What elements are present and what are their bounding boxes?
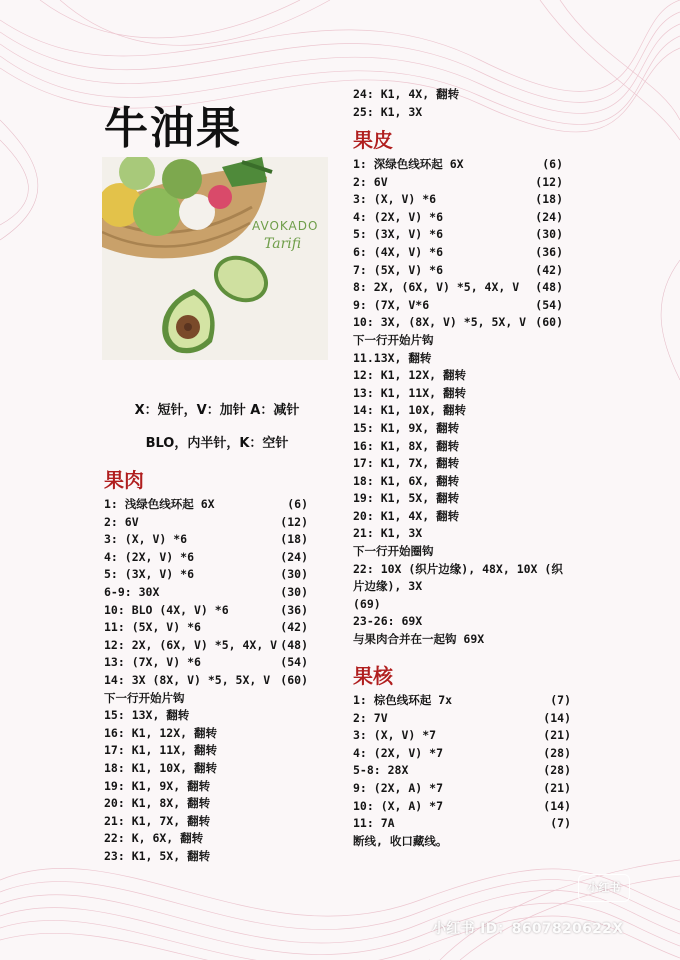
stitch-count: (36) bbox=[535, 244, 563, 259]
watermark-logo: 小红书 bbox=[578, 874, 630, 902]
step-row bbox=[104, 549, 308, 567]
step-text: 2: 6V bbox=[104, 514, 139, 529]
step-row bbox=[353, 613, 563, 631]
stitch-count: (28) bbox=[543, 763, 571, 778]
step-text: 片边缘), 3X bbox=[353, 579, 423, 594]
stitch-count: (60) bbox=[535, 315, 563, 330]
step-row bbox=[353, 543, 563, 561]
step-row bbox=[353, 174, 563, 192]
step-text: 1: 深绿色线环起 6X bbox=[353, 157, 464, 171]
step-row bbox=[353, 438, 563, 456]
step-row bbox=[353, 798, 571, 816]
step-row bbox=[104, 778, 308, 796]
step-text: 断线, 收口藏线。 bbox=[353, 833, 448, 848]
stitch-count: (24) bbox=[280, 549, 308, 564]
flesh-continued-list bbox=[353, 86, 563, 121]
legend-line-2: BLO，内半针，K：空针 bbox=[145, 436, 289, 451]
step-row bbox=[104, 795, 308, 813]
step-text: 13: (7X, V) *6 bbox=[104, 655, 201, 670]
step-text: 12: 2X, (6X, V) *5, 4X, V bbox=[104, 637, 278, 652]
step-row bbox=[353, 710, 571, 728]
step-text: 5: (3X, V) *6 bbox=[104, 567, 195, 582]
step-text: 25: K1, 3X bbox=[353, 104, 423, 119]
step-row bbox=[104, 514, 308, 532]
step-text: 11: (5X, V) *6 bbox=[104, 620, 201, 635]
step-row bbox=[104, 584, 308, 602]
stitch-count: (42) bbox=[535, 262, 563, 277]
stitch-count: (18) bbox=[280, 532, 308, 547]
step-text: 22: K, 6X, 翻转 bbox=[104, 831, 204, 846]
step-text: 21: K1, 3X bbox=[353, 526, 423, 541]
stitch-count: (42) bbox=[280, 620, 308, 635]
step-text: 23-26: 69X bbox=[353, 614, 423, 629]
step-text: 4: (2X, V) *6 bbox=[104, 549, 195, 564]
stitch-count: (6) bbox=[542, 157, 563, 171]
stitch-count: (60) bbox=[280, 672, 308, 687]
step-row bbox=[353, 833, 571, 851]
step-text: 下一行开始片钩 bbox=[353, 332, 434, 347]
section-heading-pit: 果核 bbox=[353, 664, 393, 688]
stitch-count: (54) bbox=[280, 655, 308, 670]
step-text: 3: (X, V) *6 bbox=[353, 192, 437, 207]
step-text: 16: K1, 8X, 翻转 bbox=[353, 438, 460, 453]
step-row bbox=[353, 332, 563, 350]
step-row bbox=[353, 209, 563, 227]
step-text: 21: K1, 7X, 翻转 bbox=[104, 813, 211, 828]
stitch-count: (54) bbox=[535, 297, 563, 312]
step-row bbox=[353, 385, 563, 403]
section-heading-skin: 果皮 bbox=[353, 128, 393, 152]
step-row bbox=[353, 745, 571, 763]
step-row bbox=[104, 637, 308, 655]
step-text: 15: 13X, 翻转 bbox=[104, 708, 190, 723]
stitch-count: (12) bbox=[535, 174, 563, 189]
step-row bbox=[353, 727, 571, 745]
step-row bbox=[104, 725, 308, 743]
step-text: 下一行开始片钩 bbox=[104, 690, 185, 705]
stitch-count: (48) bbox=[280, 637, 308, 652]
step-row bbox=[104, 690, 308, 708]
step-text: 3: (X, V) *7 bbox=[353, 728, 437, 743]
step-text: 5: (3X, V) *6 bbox=[353, 227, 444, 242]
photo-brand-text: AVOKADO bbox=[252, 219, 319, 233]
step-text: 4: (2X, V) *6 bbox=[353, 209, 444, 224]
step-row bbox=[353, 314, 563, 332]
step-text: 12: K1, 12X, 翻转 bbox=[353, 368, 467, 383]
step-row bbox=[353, 596, 563, 614]
step-row bbox=[104, 654, 308, 672]
step-text: 14: 3X (8X, V) *5, 5X, V bbox=[104, 672, 271, 687]
stitch-count: (12) bbox=[280, 514, 308, 529]
step-row bbox=[104, 813, 308, 831]
step-row bbox=[104, 760, 308, 778]
step-text: 20: K1, 4X, 翻转 bbox=[353, 508, 460, 523]
stitch-count: (30) bbox=[280, 584, 308, 599]
step-row bbox=[104, 619, 308, 637]
step-row bbox=[353, 86, 563, 104]
step-row bbox=[353, 525, 563, 543]
stitch-count: (18) bbox=[535, 192, 563, 207]
step-row bbox=[104, 707, 308, 725]
step-row bbox=[353, 279, 563, 297]
step-text: 下一行开始圈钩 bbox=[353, 544, 434, 559]
stitch-count: (7) bbox=[550, 693, 571, 707]
step-text: 3: (X, V) *6 bbox=[104, 532, 188, 547]
step-row bbox=[104, 496, 308, 514]
step-row bbox=[353, 455, 563, 473]
step-row bbox=[353, 762, 571, 780]
step-row bbox=[104, 566, 308, 584]
step-text: 11: 7A bbox=[353, 816, 395, 831]
section-heading-flesh: 果肉 bbox=[104, 468, 144, 492]
stitch-count: (28) bbox=[543, 745, 571, 760]
step-row bbox=[353, 156, 563, 174]
step-text: 6-9: 30X bbox=[104, 584, 160, 599]
step-text: 与果肉合并在一起钩 69X bbox=[353, 632, 485, 647]
step-text: 2: 6V bbox=[353, 174, 388, 189]
stitch-count: (14) bbox=[543, 798, 571, 813]
step-row bbox=[353, 262, 563, 280]
step-row bbox=[104, 742, 308, 760]
stitch-count: (21) bbox=[543, 780, 571, 795]
pit-steps-list bbox=[353, 692, 571, 850]
step-row bbox=[353, 561, 563, 579]
step-row bbox=[353, 631, 563, 649]
step-row bbox=[353, 420, 563, 438]
step-row bbox=[353, 244, 563, 262]
step-text: 2: 7V bbox=[353, 710, 388, 725]
stitch-count: (48) bbox=[535, 280, 563, 295]
step-text: 17: K1, 7X, 翻转 bbox=[353, 456, 460, 471]
step-row bbox=[353, 780, 571, 798]
step-text: 18: K1, 6X, 翻转 bbox=[353, 473, 460, 488]
stitch-count: (7) bbox=[550, 816, 571, 831]
step-text: 10: 3X, (8X, V) *5, 5X, V bbox=[353, 315, 527, 330]
step-text: 24: K1, 4X, 翻转 bbox=[353, 87, 460, 101]
step-text: 14: K1, 10X, 翻转 bbox=[353, 403, 467, 418]
step-row bbox=[353, 226, 563, 244]
step-row bbox=[353, 191, 563, 209]
step-text: 13: K1, 11X, 翻转 bbox=[353, 385, 467, 400]
step-text: 9: (7X, V*6 bbox=[353, 297, 430, 312]
step-text: 11.13X, 翻转 bbox=[353, 350, 432, 365]
step-row bbox=[353, 104, 563, 122]
legend-line-1: X：短针，V：加针 A：减针 bbox=[134, 403, 300, 418]
stitch-count: (36) bbox=[280, 602, 308, 617]
step-row bbox=[353, 402, 563, 420]
step-row bbox=[104, 830, 308, 848]
step-text: 7: (5X, V) *6 bbox=[353, 262, 444, 277]
flesh-steps-list bbox=[104, 496, 308, 865]
avocado-photo bbox=[102, 157, 328, 360]
stitch-count: (30) bbox=[535, 227, 563, 242]
step-text: 10: BLO (4X, V) *6 bbox=[104, 602, 229, 617]
step-text: 18: K1, 10X, 翻转 bbox=[104, 760, 218, 775]
step-text: 5-8: 28X bbox=[353, 763, 409, 778]
step-row bbox=[104, 672, 308, 690]
step-text: (69) bbox=[353, 596, 381, 611]
step-text: 16: K1, 12X, 翻转 bbox=[104, 725, 218, 740]
step-text: 1: 浅绿色线环起 6X bbox=[104, 497, 215, 511]
step-text: 8: 2X, (6X, V) *5, 4X, V bbox=[353, 280, 520, 295]
step-row bbox=[353, 815, 571, 833]
step-text: 6: (4X, V) *6 bbox=[353, 244, 444, 259]
stitch-count: (6) bbox=[287, 497, 308, 511]
step-row bbox=[353, 350, 563, 368]
step-text: 23: K1, 5X, 翻转 bbox=[104, 848, 211, 863]
stitch-count: (14) bbox=[543, 710, 571, 725]
step-text: 15: K1, 9X, 翻转 bbox=[353, 420, 460, 435]
step-row bbox=[353, 473, 563, 491]
step-text: 20: K1, 8X, 翻转 bbox=[104, 796, 211, 811]
step-row bbox=[353, 508, 563, 526]
step-text: 1: 棕色线环起 7x bbox=[353, 693, 453, 707]
step-row bbox=[353, 297, 563, 315]
step-row bbox=[104, 531, 308, 549]
stitch-count: (24) bbox=[535, 209, 563, 224]
step-text: 10: (X, A) *7 bbox=[353, 798, 444, 813]
step-row bbox=[104, 848, 308, 866]
step-text: 19: K1, 5X, 翻转 bbox=[353, 491, 460, 506]
step-row bbox=[104, 602, 308, 620]
stitch-count: (30) bbox=[280, 567, 308, 582]
step-row bbox=[353, 490, 563, 508]
step-row bbox=[353, 692, 571, 710]
watermark-id: 小红书 ID：8607820622X bbox=[432, 921, 624, 937]
step-row bbox=[353, 367, 563, 385]
step-text: 9: (2X, A) *7 bbox=[353, 780, 444, 795]
step-text: 19: K1, 9X, 翻转 bbox=[104, 778, 211, 793]
step-text: 22: 10X (织片边缘), 48X, 10X (织 bbox=[353, 561, 563, 576]
page-title: 牛油果 bbox=[104, 103, 242, 154]
step-text: 17: K1, 11X, 翻转 bbox=[104, 743, 218, 758]
skin-steps-list bbox=[353, 156, 563, 649]
stitch-count: (21) bbox=[543, 728, 571, 743]
step-row bbox=[353, 578, 563, 596]
step-text: 4: (2X, V) *7 bbox=[353, 745, 444, 760]
photo-sub-text: Tarifi bbox=[264, 236, 302, 252]
